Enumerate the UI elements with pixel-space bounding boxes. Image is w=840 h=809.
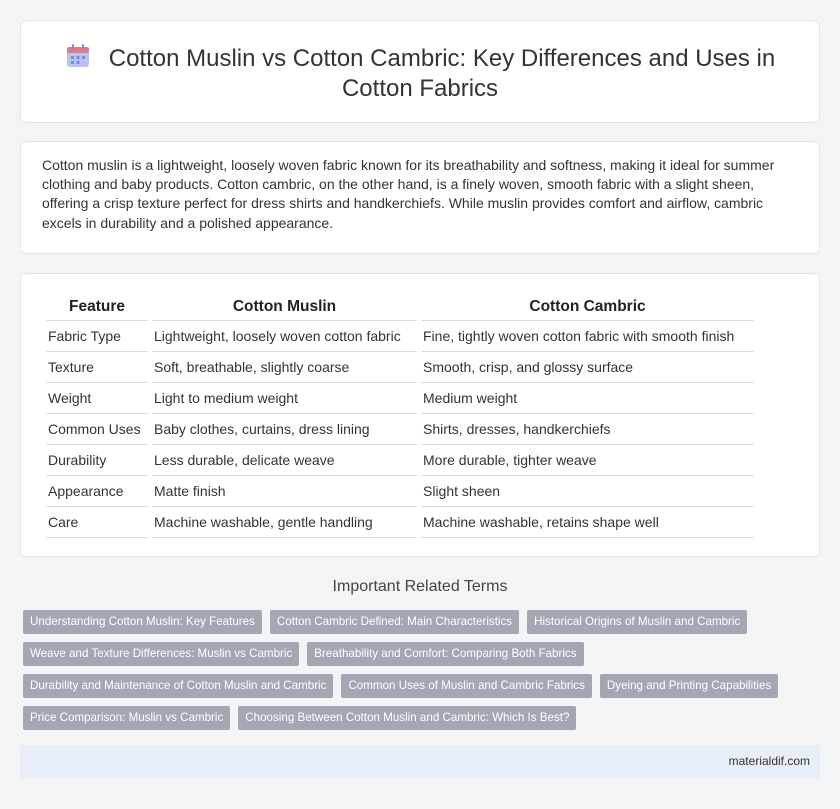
related-term-tag[interactable]: Durability and Maintenance of Cotton Muslin and Cambric	[23, 674, 333, 698]
cell-feature: Care	[46, 507, 148, 538]
comparison-table	[42, 294, 758, 538]
table-row	[46, 414, 754, 445]
cell-feature: Fabric Type	[46, 321, 148, 352]
cell-feature: Appearance	[46, 476, 148, 507]
table-row	[46, 383, 754, 414]
table-row	[46, 445, 754, 476]
header-card	[20, 20, 820, 123]
related-term-tag[interactable]: Historical Origins of Muslin and Cambric	[527, 610, 747, 634]
table-row	[46, 352, 754, 383]
table-row	[46, 476, 754, 507]
cell-cambric: Fine, tightly woven cotton fabric with smooth finish	[421, 321, 754, 352]
table-row	[46, 321, 754, 352]
intro-card	[20, 141, 820, 254]
related-term-tag[interactable]: Price Comparison: Muslin vs Cambric	[23, 706, 230, 730]
related-term-tag[interactable]: Breathability and Comfort: Comparing Both Fabrics	[307, 642, 583, 666]
column-header-muslin: Cotton Muslin	[152, 294, 417, 321]
cell-cambric: Machine washable, retains shape well	[421, 507, 754, 538]
intro-paragraph: Cotton muslin is a lightweight, loosely woven fabric known for its breathability and softness, making it ideal for summer clothing and baby products. Cotton cambric, on the other hand, is a finely woven, smooth fabric with a slight sheen, offering a crisp texture perfect for dress shirts and handkerchiefs. While muslin provides comfort and airflow, cambric excels in durability and a polished appearance.	[42, 157, 775, 231]
related-term-tag[interactable]: Common Uses of Muslin and Cambric Fabrics	[341, 674, 591, 698]
column-header-feature: Feature	[46, 294, 148, 321]
cell-muslin: Lightweight, loosely woven cotton fabric	[152, 321, 417, 352]
related-term-tag[interactable]: Dyeing and Printing Capabilities	[600, 674, 778, 698]
table-header-row	[46, 294, 754, 321]
cell-muslin: Light to medium weight	[152, 383, 417, 414]
related-term-tag[interactable]: Cotton Cambric Defined: Main Characteristics	[270, 610, 519, 634]
related-term-tag[interactable]: Understanding Cotton Muslin: Key Features	[23, 610, 262, 634]
cell-feature: Texture	[46, 352, 148, 383]
cell-cambric: More durable, tighter weave	[421, 445, 754, 476]
footer	[20, 745, 820, 778]
cell-cambric: Slight sheen	[421, 476, 754, 507]
cell-muslin: Matte finish	[152, 476, 417, 507]
table-row	[46, 507, 754, 538]
related-terms-list	[23, 610, 813, 730]
page-title-text: Cotton Muslin vs Cotton Cambric: Key Differences and Uses in Cotton Fabrics	[108, 45, 776, 102]
related-terms-heading: Important Related Terms	[332, 578, 508, 595]
cell-muslin: Soft, breathable, slightly coarse	[152, 352, 417, 383]
related-term-tag[interactable]: Choosing Between Cotton Muslin and Cambric: Which Is Best?	[238, 706, 576, 730]
page-title	[61, 44, 779, 104]
cell-muslin: Baby clothes, curtains, dress lining	[152, 414, 417, 445]
cell-cambric: Medium weight	[421, 383, 754, 414]
cell-cambric: Shirts, dresses, handkerchiefs	[421, 414, 754, 445]
cell-muslin: Less durable, delicate weave	[152, 445, 417, 476]
cell-muslin: Machine washable, gentle handling	[152, 507, 417, 538]
cell-feature: Durability	[46, 445, 148, 476]
cell-feature: Weight	[46, 383, 148, 414]
footer-site-link[interactable]: materialdif.com	[728, 754, 810, 768]
column-header-cambric: Cotton Cambric	[421, 294, 754, 321]
cell-feature: Common Uses	[46, 414, 148, 445]
comparison-card	[20, 273, 820, 557]
related-term-tag[interactable]: Weave and Texture Differences: Muslin vs Cambric	[23, 642, 299, 666]
cell-cambric: Smooth, crisp, and glossy surface	[421, 352, 754, 383]
calendar-icon	[65, 43, 91, 69]
